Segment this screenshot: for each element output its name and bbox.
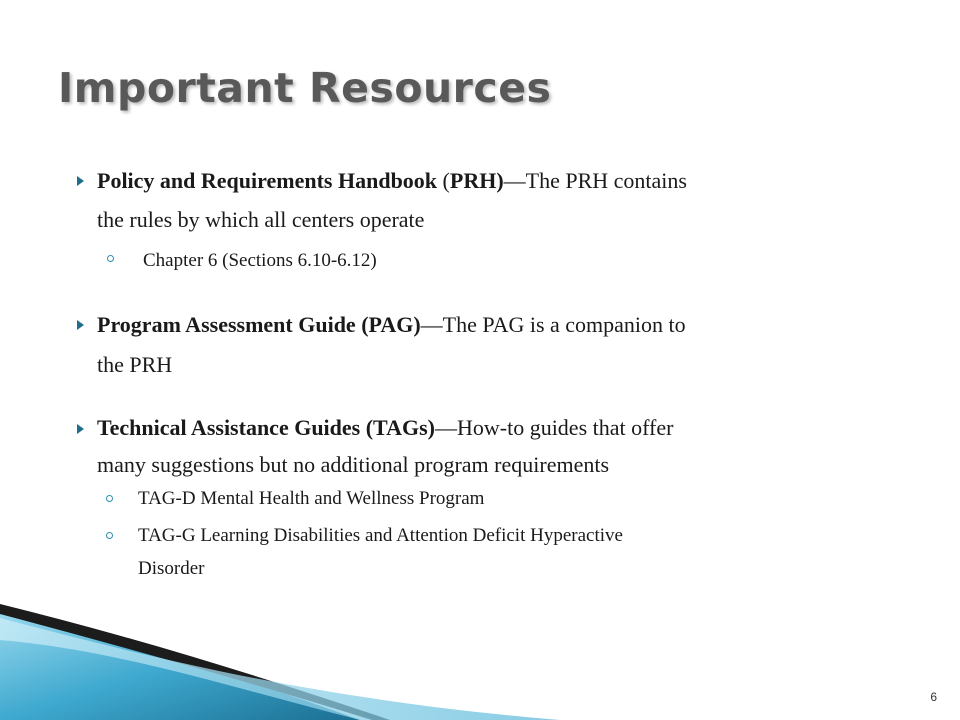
handbook-abbrev: PRH)	[449, 168, 504, 193]
page-number: 6	[930, 690, 937, 704]
slide-title: Important Resources	[58, 64, 552, 112]
ring-bullet-icon	[107, 255, 114, 262]
sub-bullet-text: Disorder	[138, 558, 205, 579]
bullet-text: many suggestions but no additional program requirements	[97, 452, 610, 477]
sub-bullet-text: Chapter 6 (Sections 6.10-6.12)	[143, 250, 377, 271]
bullet-line	[97, 207, 424, 233]
sub-bullet-text: TAG-G Learning Disabilities and Attention Deficit Hyperactive	[138, 525, 623, 546]
arrow-bullet-icon	[77, 424, 84, 434]
bullet-line	[97, 312, 686, 338]
bullet-line	[97, 452, 609, 478]
bullet-text: —How-to guides that offer	[434, 415, 674, 440]
sub-bullet-text: TAG-D Mental Health and Wellness Program	[138, 488, 485, 509]
bullet-line	[97, 352, 172, 378]
ring-bullet-icon	[106, 495, 113, 502]
bullet-text: the rules by which all centers operate	[97, 207, 425, 232]
handbook-name: Policy and Requirements Handbook	[97, 168, 438, 193]
bullet-text: (	[437, 168, 450, 193]
guide-name: Program Assessment Guide (PAG)	[97, 312, 421, 337]
bullet-line	[97, 168, 687, 194]
arrow-bullet-icon	[77, 320, 84, 330]
bullet-line	[97, 415, 673, 441]
bullet-text: —The PAG is a companion to	[420, 312, 686, 337]
bullet-text: the PRH	[97, 352, 173, 377]
bullet-text: —The PRH contains	[503, 168, 687, 193]
arrow-bullet-icon	[77, 176, 84, 186]
tags-name: Technical Assistance Guides (TAGs)	[97, 415, 435, 440]
ring-bullet-icon	[106, 532, 113, 539]
